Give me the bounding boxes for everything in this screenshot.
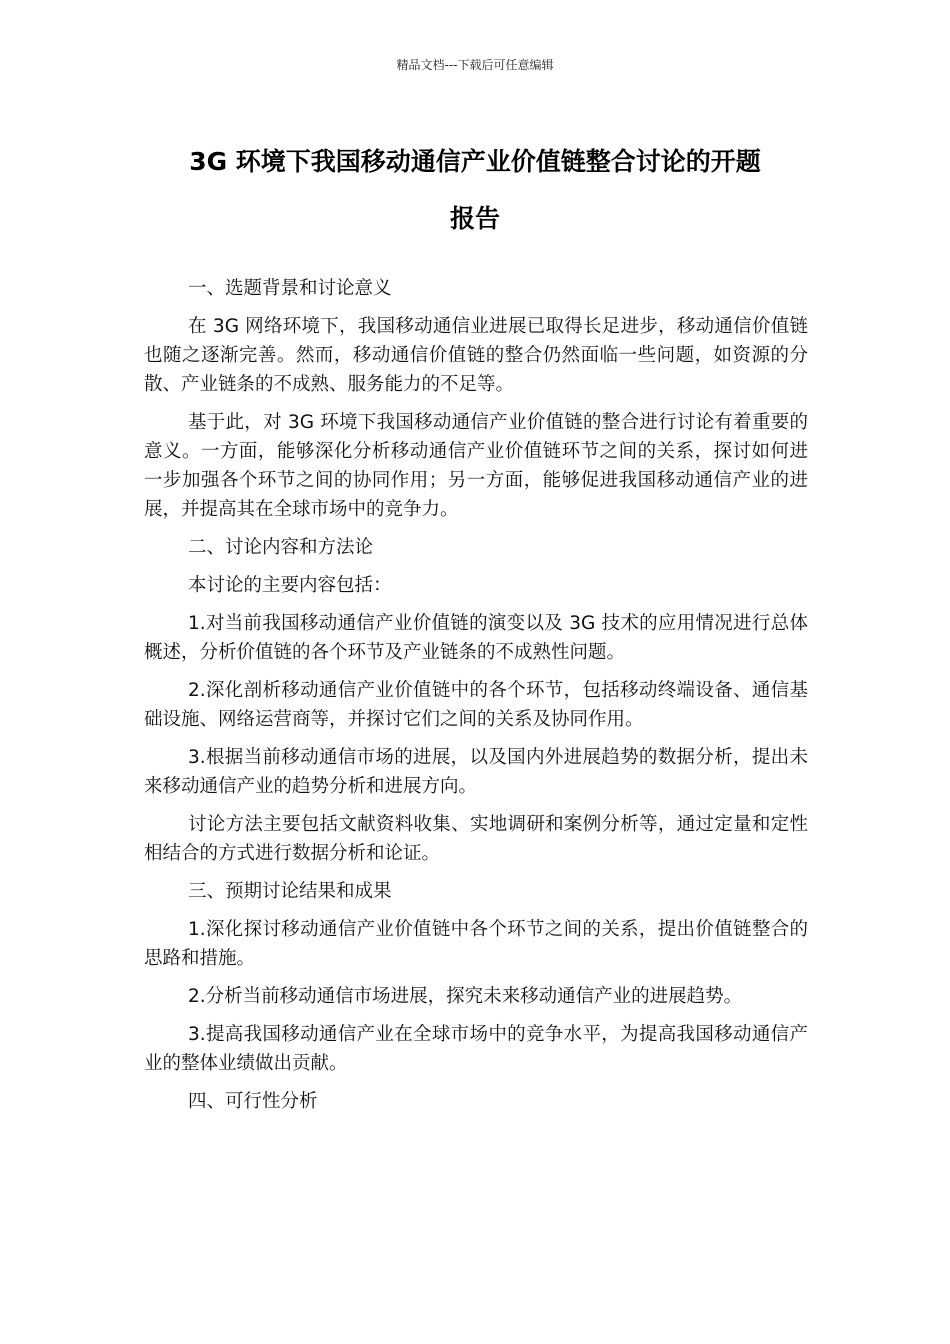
paragraph-content-intro: 本讨论的主要内容包括： xyxy=(188,575,392,596)
list-item-content-3: 3.根据当前移动通信市场的进展，以及国内外进展趋势的数据分析，提出未来移动通信产业的趋势分析和进展方向。 xyxy=(144,747,808,797)
paragraph-background-2: 基于此，对 3G 环境下我国移动通信产业价值链的整合进行讨论有着重要的意义。一方面，能够深化分析移动通信产业价值链环节之间的关系，探讨如何进一步加强各个环节之间的协同作用；另一方面，能够促进我国移动通信产业的进展，并提高其在全球市场中的竞争力。 xyxy=(144,412,808,520)
document-body xyxy=(144,274,808,1125)
list-item-result-1: 1.深化探讨移动通信产业价值链中各个环节之间的关系，提出价值链整合的思路和措施。 xyxy=(144,919,808,969)
section-heading-expected-results: 三、预期讨论结果和成果 xyxy=(188,881,392,902)
document-title xyxy=(110,133,840,247)
page-header: 精品文档---下载后可任意编辑 xyxy=(396,58,554,72)
section-heading-background: 一、选题背景和讨论意义 xyxy=(188,278,392,299)
list-item-result-2: 2.分析当前移动通信市场进展，探究未来移动通信产业的进展趋势。 xyxy=(188,986,743,1007)
paragraph-method: 讨论方法主要包括文献资料收集、实地调研和案例分析等，通过定量和定性相结合的方式进行数据分析和论证。 xyxy=(144,814,808,864)
list-item-content-2: 2.深化剖析移动通信产业价值链中的各个环节，包括移动终端设备、通信基础设施、网络运营商等，并探讨它们之间的关系及协同作用。 xyxy=(144,680,808,730)
title-line-2: 报告 xyxy=(449,204,500,233)
section-heading-feasibility: 四、可行性分析 xyxy=(188,1091,318,1112)
section-heading-content-method: 二、讨论内容和方法论 xyxy=(188,537,374,558)
paragraph-background-1: 在 3G 网络环境下，我国移动通信业进展已取得长足进步，移动通信价值链也随之逐渐完善。然而，移动通信价值链的整合仍然面临一些问题，如资源的分散、产业链条的不成熟、服务能力的不足等。 xyxy=(144,316,808,395)
list-item-content-1: 1.对当前我国移动通信产业价值链的演变以及 3G 技术的应用情况进行总体概述，分析价值链的各个环节及产业链条的不成熟性问题。 xyxy=(144,613,808,663)
list-item-result-3: 3.提高我国移动通信产业在全球市场中的竞争水平，为提高我国移动通信产业的整体业绩做出贡献。 xyxy=(144,1024,808,1074)
title-line-1: 3G 环境下我国移动通信产业价值链整合讨论的开题 xyxy=(189,147,761,176)
